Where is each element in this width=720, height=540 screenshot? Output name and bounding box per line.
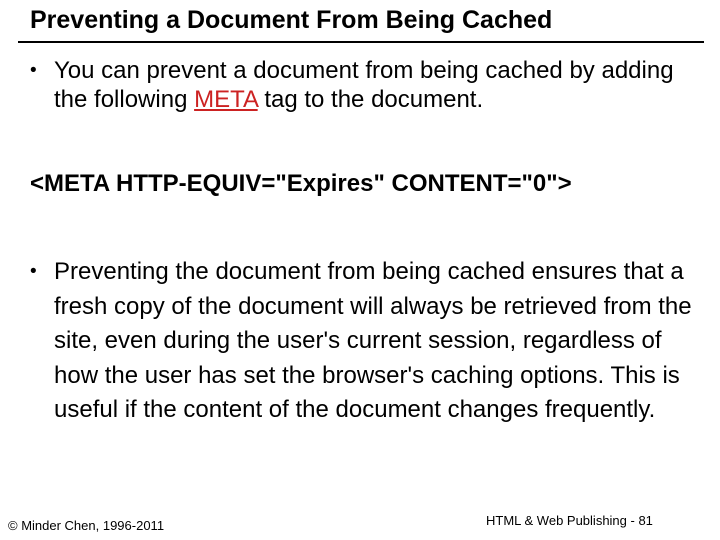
- bullet-marker: •: [30, 60, 37, 81]
- meta-code-example: <META HTTP-EQUIV="Expires" CONTENT="0">: [30, 170, 572, 197]
- meta-link[interactable]: META: [194, 86, 258, 113]
- slide-title: Preventing a Document From Being Cached: [30, 6, 553, 34]
- bullet-marker: •: [30, 261, 37, 282]
- bullet-item-meta-tag: [30, 56, 702, 114]
- title-divider: [18, 41, 704, 43]
- footer-copyright: © Minder Chen, 1996-2011: [8, 518, 165, 533]
- footer-page-label: HTML & Web Publishing - 81: [486, 513, 653, 528]
- bullet-text: [54, 56, 702, 114]
- bullet-text-after: tag to the document.: [257, 86, 484, 113]
- bullet-item-fresh-copy: [30, 255, 702, 428]
- bullet-text-before: You can prevent a document from being cached by adding the following: [54, 57, 674, 113]
- bullet-text: Preventing the document from being cached ensures that a fresh copy of the document will always be retrieved from the site, even during the user's current session, regardless of how the user has set the browser's caching options. This is useful if the content of the document changes frequently.: [54, 258, 692, 423]
